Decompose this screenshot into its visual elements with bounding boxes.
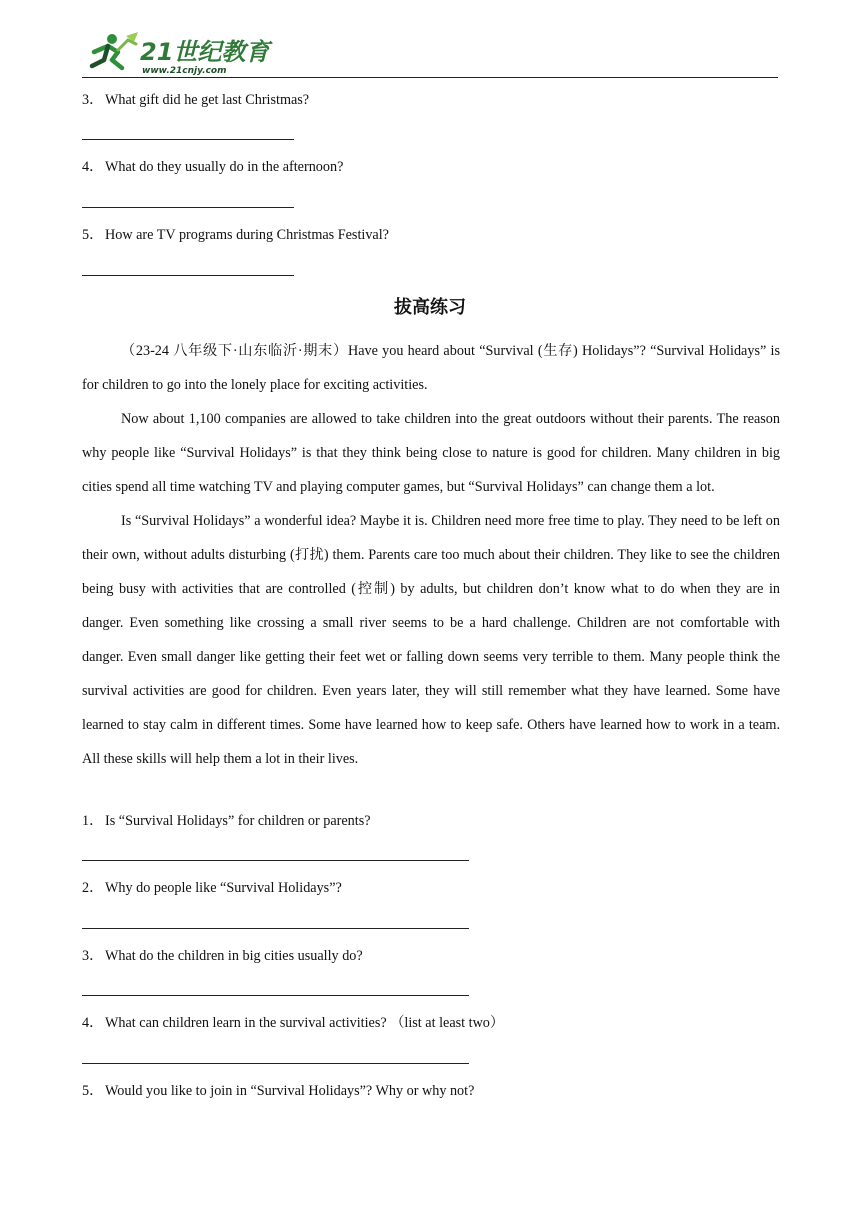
question-text: Why do people like “Survival Holidays”? xyxy=(105,880,342,896)
question-number: 5． xyxy=(82,1083,104,1099)
question-text: How are TV programs during Christmas Festival? xyxy=(105,227,389,243)
question-text: What do they usually do in the afternoon? xyxy=(105,159,344,175)
answer-line[interactable] xyxy=(82,275,294,276)
answer-line[interactable] xyxy=(82,139,294,140)
question-text: What do the children in big cities usually do? xyxy=(105,948,363,964)
question-item xyxy=(82,878,342,898)
answer-line[interactable] xyxy=(82,1063,469,1064)
question-text: Is “Survival Holidays” for children or parents? xyxy=(105,813,371,829)
question-text: What gift did he get last Christmas? xyxy=(105,92,310,108)
question-item xyxy=(82,946,363,966)
question-text: Would you like to join in “Survival Holidays”? Why or why not? xyxy=(105,1083,475,1099)
question-item xyxy=(82,811,371,831)
logo-text: 21世纪教育 xyxy=(140,38,270,66)
question-item xyxy=(82,90,309,110)
question-item xyxy=(82,1013,504,1033)
question-text: What can children learn in the survival activities? （list at least two） xyxy=(105,1015,505,1031)
header-rule xyxy=(82,77,778,78)
answer-line[interactable] xyxy=(82,207,294,208)
question-number: 4． xyxy=(82,1015,104,1031)
question-number: 4． xyxy=(82,159,104,175)
answer-line[interactable] xyxy=(82,928,469,929)
question-item xyxy=(82,1081,474,1101)
passage-paragraph: Now about 1,100 companies are allowed to take children into the great outdoors without their parents. The reason why people like “Survival Holidays” is that they think being close to nature is good for children. Many children in big cities spend all time watching TV and playing computer games, but “Survival Holidays” can change them a lot. xyxy=(82,411,780,495)
question-number: 3． xyxy=(82,92,104,108)
question-number: 1． xyxy=(82,813,104,829)
page-header xyxy=(82,30,778,78)
question-number: 3． xyxy=(82,948,104,964)
passage-paragraph: （23-24 八年级下·山东临沂·期末）Have you heard about “Survival (生存) Holidays”? “Survival Holidays” is for children to go into the lonely place for exciting activities. xyxy=(82,343,780,393)
reading-passage xyxy=(82,334,780,776)
logo-url: www.21cnjy.com xyxy=(142,66,227,76)
question-number: 2． xyxy=(82,880,104,896)
question-item xyxy=(82,157,343,177)
question-item xyxy=(82,225,389,245)
passage-paragraph: Is “Survival Holidays” a wonderful idea? Maybe it is. Children need more free time to play. They need to be left on their own, without adults disturbing (打扰) them. Parents care too much about their children. They like to see the children being busy with activities that are controlled (控制) by adults, but children don’t know what to do when they are in danger. Even something like crossing a small river seems to be a hard challenge. Children are not comfortable with danger. Even small danger like getting their feet wet or falling down seems very terrible to them. Many people think the survival activities are good for children. Even years later, they will still remember what they have learned. Some have learned to stay calm in different times. Some have learned how to keep safe. Others have learned how to work in a team. All these skills will help them a lot in their lives. xyxy=(82,513,780,767)
runner-icon xyxy=(92,32,138,68)
answer-line[interactable] xyxy=(82,995,469,996)
site-logo xyxy=(82,30,322,76)
question-number: 5． xyxy=(82,227,104,243)
answer-line[interactable] xyxy=(82,860,469,861)
section-title: 拔高练习 xyxy=(394,297,466,318)
